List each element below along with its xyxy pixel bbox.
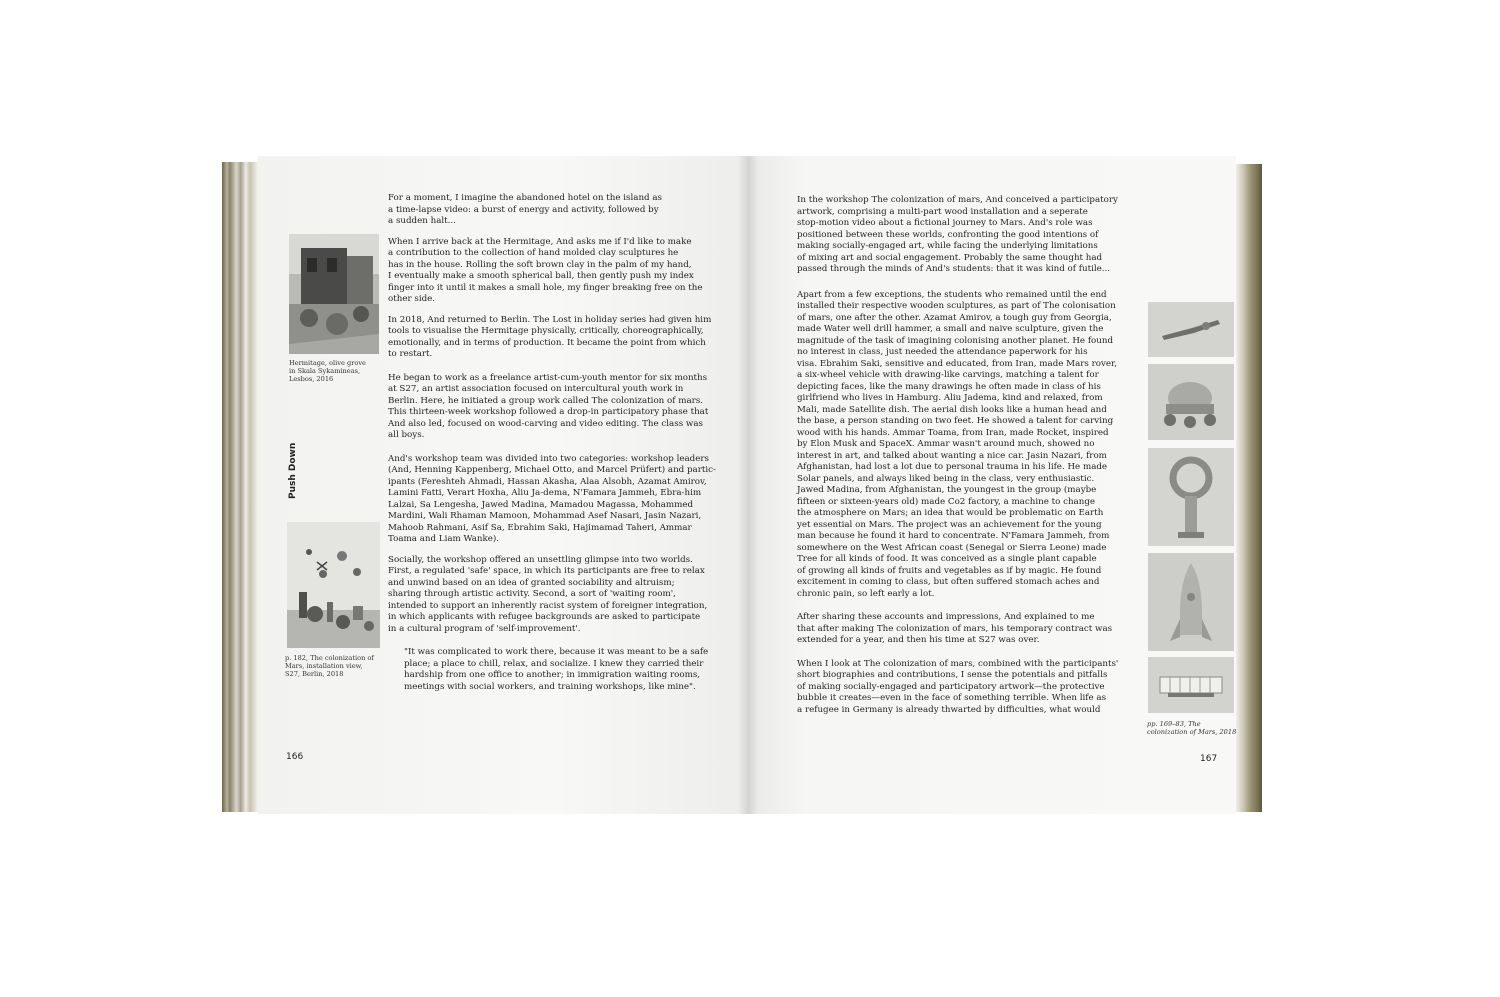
rocket-sculpture-photo — [1148, 553, 1234, 651]
right-page — [748, 156, 1236, 814]
sculptures-caption: pp. 169–83, The colonization of Mars, 2018 — [1147, 720, 1236, 737]
left-paragraph-1: For a moment, I imagine the abandoned hotel on the island as a time-lapse video: a burst of energy and activity, followed by a sudden halt... — [388, 193, 662, 226]
left-paragraph-2: When I arrive back at the Hermitage, And asks me if I'd like to make a contribution to the collection of hand molded clay sculptures he has in the house. Rolling the soft brown clay in the palm of my hand, I eventually make a smooth spherical ball, then gently push my index finger into it until it makes a small hole, my finger breaking free on the other side. — [388, 236, 703, 304]
right-paragraph-2: Apart from a few exceptions, the students who remained until the end installed their respective wooden sculptures, as part of The colonisation of mars, one after the other. Azamat Amirov, a tough guy from Georgia, made Water well drill hammer, a small and naive sculpture, given the magnitude of the task of imagining colonising another planet. He found no interest in class, just needed the attendance paperwork for his visa. Ebrahim Saki, sensitive and educated, from Iran, made Mars rover, a six-wheel vehicle with drawing-like carvings, matching a talent for depicting faces, like the many drawings he often made in class of his girlfriend who lives in Hamburg. Aliu Jadema, kind and relaxed, from Mali, made Satellite dish. The aerial dish looks like a human head and the base, a person standing on two feet. He showed a talent for carving wood with his hands. Ammar Toama, from Iran, made Rocket, inspired by Elon Musk and SpaceX. Ammar wasn't around much, showed no interest in art, and talked about wanting a nice car. Jasin Nazari, from Afghanistan, had lost a lot due to personal trauma in his life. He made Solar panels, and always liked being in the class, very enthusiastic. Jawed Madina, from Afghanistan, the youngest in the group (maybe fifteen or sixteen-years old) made Co2 factory, a machine to change the atmosphere on Mars; an idea that would be problematic on Earth yet essential on Mars. The project was an achievement for the young man because he found it hard to concentrate. N'Famara Jammeh, from somewhere on the West African coast (Senegal or Sierra Leone) made Tree for all kinds of food. It was conceived as a single plant capable of growing all kinds of fruits and vegetables as if by magic. He found excitement in coming to class, but often suffered stomach aches and chronic pain, so left early a lot. — [797, 289, 1118, 599]
open-book — [222, 156, 1262, 814]
right-body-text — [797, 195, 1147, 724]
right-paragraph-4: When I look at The colonization of mars, combined with the participants' short biographies and contributions, I sense the potentials and pitfalls of making socially-engaged and participatory artwork—the protective bubble it creates—even in the face of something terrible. When life as a refugee in Germany is already thwarted by difficulties, what would — [797, 658, 1119, 715]
right-paragraph-1: In the workshop The colonization of mars, And conceived a participatory artwork, comprising a multi-part wood installation and a seperate stop-motion video about a fictional journey to Mars. And's role was positioned between these worlds, confronting the good intentions of making socially-engaged art, while facing the underlying limitations of mixing art and social engagement. Probably the same thought had passed through the minds of And's students: that it was kind of futile... — [797, 195, 1118, 274]
book-gutter-shadow — [738, 156, 758, 814]
left-paragraph-5: And's workshop team was divided into two categories: workshop leaders (And, Henning Kappenberg, Michael Otto, and Marcel Prüfert) and partic- ipants (Fereshteh Ahmadi, Hassan Akasha, Alaa Alsobh, Azamat Amirov, Lamini Fatti, Verart Hoxha, Aliu Ja-dema, N'Famara Jammeh, Ebra-him Lalzai, Sa Lengesha, Jawed Madina, Mamadou Magassa, Mohammed Mardini, Wali Rhaman Mamoon, Mohammad Asef Nasari, Jasin Nazari, Mahoob Rahmani, Asif Sa, Ebrahim Saki, Hajimamad Taheri, Ammar Toama and Liam Wanke). — [388, 453, 716, 544]
left-page-stack-edge — [222, 162, 258, 812]
drill-hammer-sculpture-photo — [1148, 302, 1234, 357]
right-page-stack-edge — [1236, 164, 1262, 812]
solar-panels-sculpture-photo — [1148, 657, 1234, 713]
left-paragraph-3: In 2018, And returned to Berlin. The Lost in holiday series had given him tools to visualise the Hermitage physically, critically, choreographically, emotionally, and in terms of production. It became the point from which to restart. — [388, 314, 712, 359]
mars-rover-sculpture-photo — [1148, 364, 1234, 440]
left-body-text — [388, 193, 738, 701]
installation-view-photo — [287, 522, 380, 648]
installation-caption: p. 182, The colonization of Mars, installation view, S27, Berlin, 2018 — [285, 654, 374, 679]
left-page — [258, 156, 748, 814]
left-page-number: 166 — [286, 752, 304, 762]
block-quote: "It was complicated to work there, because it was meant to be a safe place; a place to chill, relax, and socialize. I knew they carried their hardship from one office to another; in immigration waiting rooms, meetings with social workers, and training workshops, like mine". — [404, 647, 709, 692]
hermitage-photo — [289, 234, 379, 354]
left-paragraph-4: He began to work as a freelance artist-cum-youth mentor for six months at S27, an artist association focused on intercultural youth work in Berlin. Here, he initiated a group work called The colonization of mars. This thirteen-week workshop followed a drop-in participatory phase that And also led, focused on wood-carving and video editing. The class was all boys. — [388, 372, 709, 440]
running-section-title: Push Down — [288, 442, 298, 499]
satellite-dish-sculpture-photo — [1148, 448, 1234, 546]
hermitage-caption: Hermitage, olive grove in Skala Sykamineas, Lesbos, 2016 — [289, 359, 366, 384]
right-page-number: 167 — [1200, 754, 1218, 764]
left-paragraph-6: Socially, the workshop offered an unsettling glimpse into two worlds. First, a regulated 'safe' space, in which its participants are free to relax and unwind based on an idea of granted sociability and altruism; sharing through artistic activity. Second, a sort of 'waiting room', intended to support an inherently racist system of foreigner integration, in which applicants with refugee backgrounds are asked to participate in a cultural program of 'self-improvement'. — [388, 554, 708, 634]
right-paragraph-3: After sharing these accounts and impressions, And explained to me that after making The colonization of mars, his temporary contract was extended for a year, and then his time at S27 was over. — [797, 612, 1113, 645]
